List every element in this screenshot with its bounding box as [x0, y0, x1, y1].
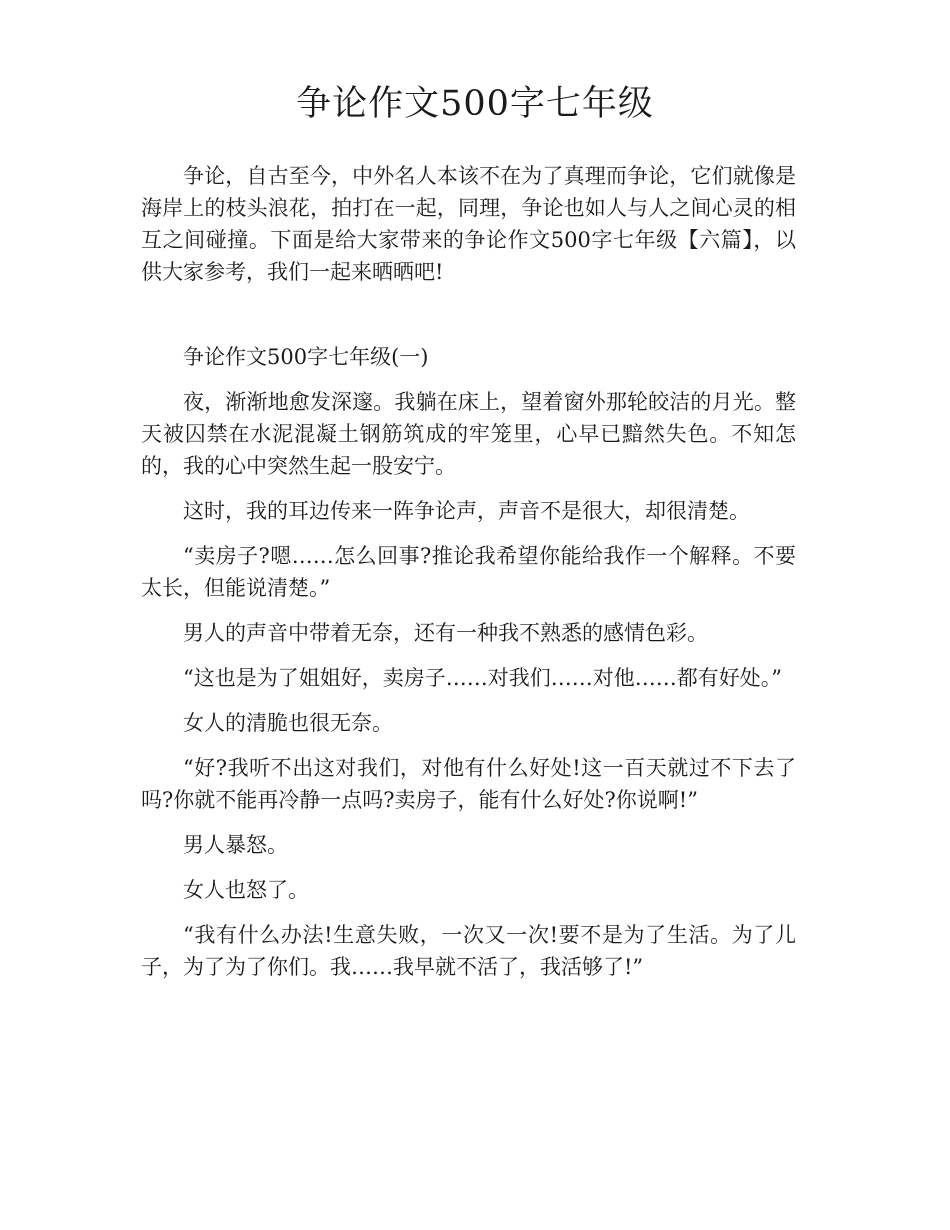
- section-heading: 争论作文500字七年级(一): [183, 345, 429, 369]
- body-paragraph: 男人的声音中带着无奈，还有一种我不熟悉的感情色彩。: [183, 621, 708, 645]
- body-paragraph: 男人暴怒。: [183, 833, 288, 857]
- intro-paragraph: 争论，自古至今，中外名人本该不在为了真理而争论，它们就像是海岸上的枝头浪花，拍打在一起，同理，争论也如人与人之间心灵的相互之间碰撞。下面是给大家带来的争论作文500字七年级【六篇】，以供大家参考，我们一起来晒晒吧!: [141, 164, 796, 284]
- body-paragraph: 女人的清脆也很无奈。: [183, 711, 393, 735]
- body-paragraph: 女人也怒了。: [183, 878, 309, 902]
- body-paragraph: “好?我听不出这对我们，对他有什么好处!这一百天就过不下去了吗?你就不能再冷静一点吗?卖房子，能有什么好处?你说啊!”: [141, 756, 796, 812]
- body-paragraph: “我有什么办法!生意失败，一次又一次!要不是为了生活。为了儿子，为了为了你们。我……我早就不活了，我活够了!”: [141, 923, 796, 979]
- body-paragraph: “这也是为了姐姐好，卖房子……对我们……对他……都有好处。”: [183, 666, 782, 690]
- body-paragraph: 这时，我的耳边传来一阵争论声，声音不是很大，却很清楚。: [183, 499, 750, 523]
- document-title: 争论作文500字七年级: [296, 84, 654, 124]
- body-paragraph: “卖房子?嗯……怎么回事?推论我希望你能给我作一个解释。不要太长，但能说清楚。”: [141, 544, 796, 600]
- document-body: [141, 160, 796, 983]
- body-paragraph: 夜，渐渐地愈发深邃。我躺在床上，望着窗外那轮皎洁的月光。整天被囚禁在水泥混凝土钢筋筑成的牢笼里，心早已黯然失色。不知怎的，我的心中突然生起一股安宁。: [141, 390, 796, 478]
